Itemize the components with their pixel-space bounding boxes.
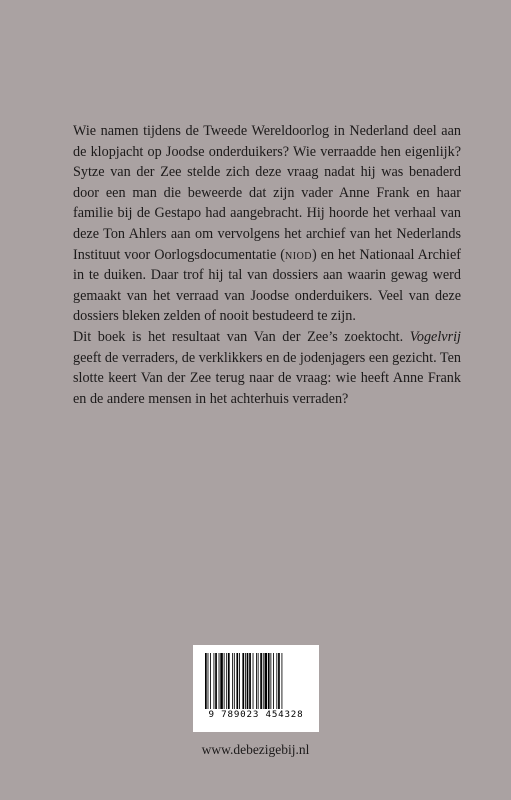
- blurb-paragraph-2: [73, 327, 461, 409]
- barcode-bar: [249, 653, 251, 709]
- barcode-bar: [265, 653, 268, 709]
- barcode-bar: [282, 653, 283, 709]
- barcode-bar: [253, 653, 254, 709]
- niod-abbreviation: niod: [285, 246, 313, 263]
- blurb-paragraph-1-text-b: ) en het Nationaal Archief in te duiken. Daar trof hij tal van dossiers aan waarin gewag werd gemaakt van het verraad van Joodse onderduikers. Veel van deze dossiers bleken zelden of nooit bestudeerd te zijn.: [73, 246, 461, 325]
- barcode-bar: [263, 653, 264, 709]
- barcode-bar: [276, 653, 277, 709]
- barcode-bar: [205, 653, 207, 709]
- barcode-bar: [258, 653, 259, 709]
- barcode-bar: [245, 653, 246, 709]
- barcode-bar: [220, 653, 223, 709]
- blurb-paragraph-1: [73, 121, 461, 327]
- barcode-bar: [228, 653, 230, 709]
- barcode-bar: [236, 653, 238, 709]
- barcode-bar: [270, 653, 271, 709]
- barcode-bar: [260, 653, 262, 709]
- barcode-bar: [208, 653, 209, 709]
- barcode-bar: [239, 653, 240, 709]
- barcode-bar: [214, 653, 215, 709]
- barcode-bar: [273, 653, 274, 709]
- barcode-bar: [224, 653, 225, 709]
- barcode-bar: [242, 653, 244, 709]
- barcode-bar: [247, 653, 249, 709]
- barcode-bar: [215, 653, 217, 709]
- barcode-box: [193, 645, 319, 732]
- barcode-bar: [256, 653, 257, 709]
- back-cover-blurb: [73, 121, 461, 409]
- barcode-bar: [234, 653, 235, 709]
- barcode-bars: [203, 653, 309, 709]
- barcode-bar: [232, 653, 233, 709]
- isbn-number: 9 789023 454328: [208, 709, 304, 720]
- blurb-paragraph-2-text-b: geeft de verraders, de verklikkers en de jodenjagers een gezicht. Ten slotte keert Van der Zee terug naar de vraag: wie heeft Anne Frank en de andere mensen in het achterhuis verraden?: [73, 349, 461, 407]
- barcode-bar: [226, 653, 227, 709]
- publisher-website: www.debezigebij.nl: [201, 742, 310, 757]
- blurb-paragraph-1-text-a: Wie namen tijdens de Tweede Wereldoorlog in Nederland deel aan de klopjacht op Joodse onderduikers? Wie verraadde hen eigenlijk? Sytze van der Zee stelde zich deze vraag nadat hij was benaderd door een man die beweerde dat zijn vader Anne Frank en haar familie bij de Gestapo had aangebracht. Hij hoorde het verhaal van deze Ton Ahlers aan om vervolgens het archief van het Nederlands Instituut voor Oorlogsdocumentatie (: [73, 123, 461, 263]
- barcode-bar: [210, 653, 211, 709]
- barcode-bar: [268, 653, 270, 709]
- blurb-paragraph-2-text-a: Dit boek is het resultaat van Van der Zee’s zoektocht.: [73, 328, 410, 345]
- book-title: Vogelvrij: [409, 328, 461, 345]
- barcode-bar: [278, 653, 280, 709]
- barcode-bar: [219, 653, 220, 709]
